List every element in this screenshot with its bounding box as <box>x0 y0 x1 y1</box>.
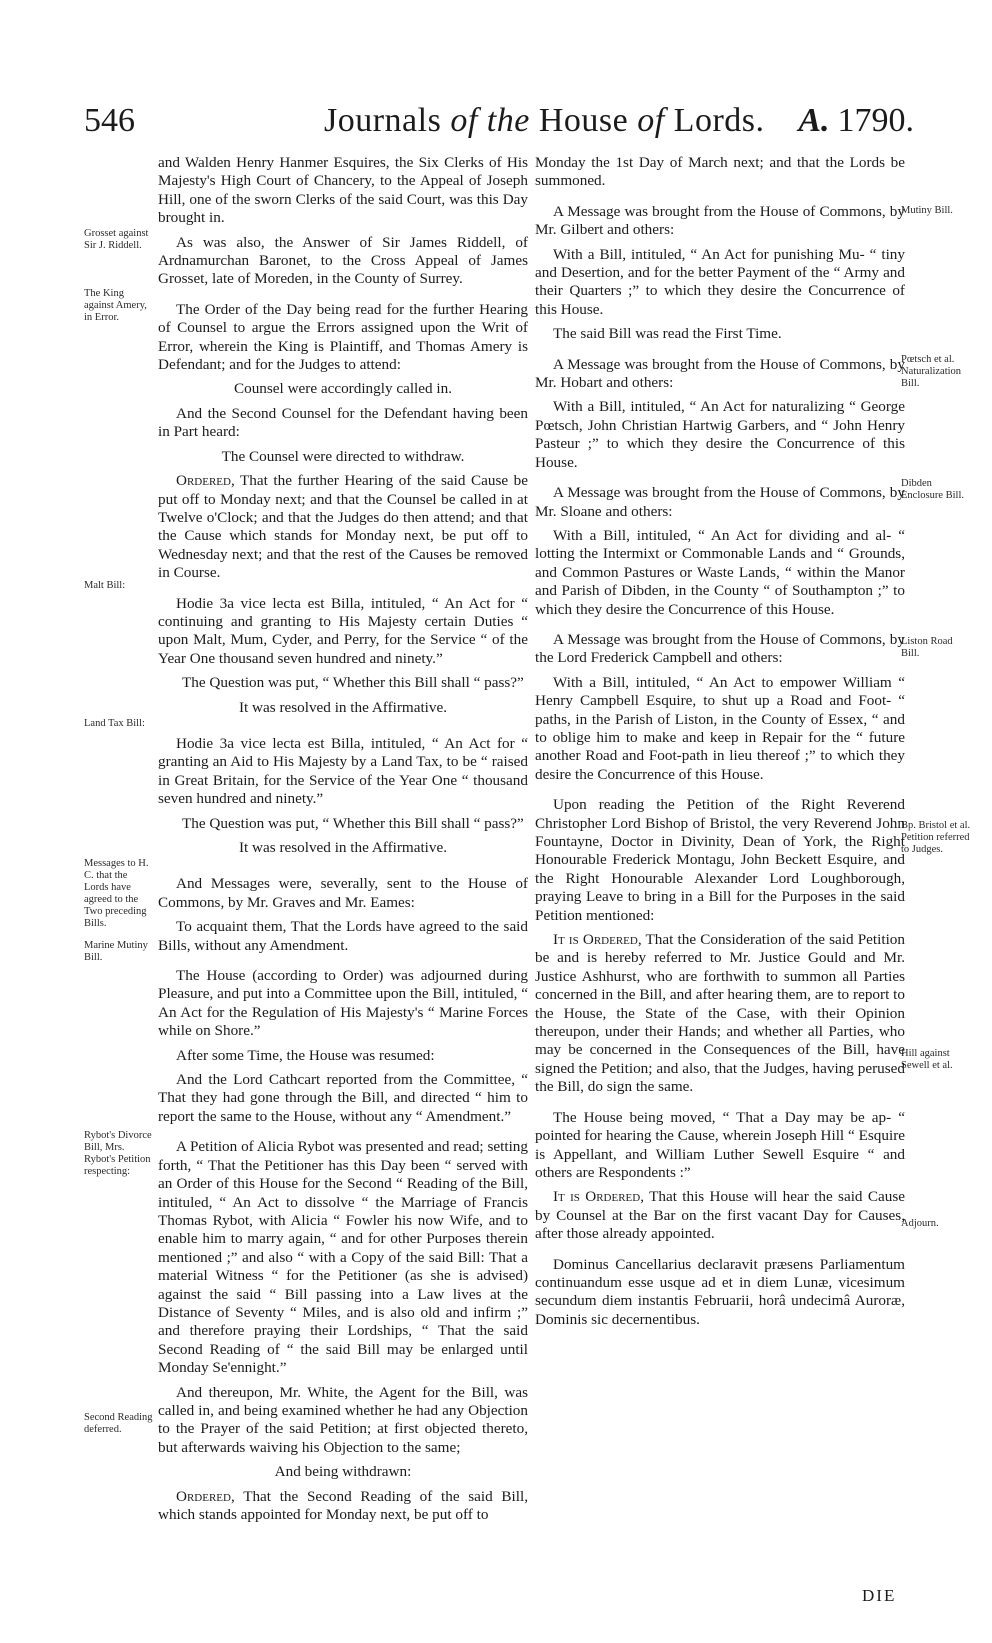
paragraph: With a Bill, intituled, “ An Act to empower William “ Henry Campbell Esquire, to shut up a Road and Foot- “ paths, in the Parish of Liston, in the County of Essex, “ and to oblige him to make and keep in Repair for the “ future another Road and Foot-path in lieu thereof ;” to which they desire the Concurrence of this House. <box>535 673 905 783</box>
paragraph: The House being moved, “ That a Day may be ap- “ pointed for hearing the Cause, wherein Joseph Hill “ Esquire is Appellant, and William Luther Sewell Esquire “ and others are Respondents :” <box>535 1108 905 1181</box>
paragraph-text: That the Consideration of the said Petition be and is hereby referred to Mr. Justice Gould and Mr. Justice Ashhurst, who are forthwith to summon all Parties concerned in the Bill, and after hearing them, are to report to the House, the State of the Case, with their Opinion thereupon, under their Hands; and whether all Parties, who may be concerned in the Consequences of the Bill, have signed the Petition; and also, that the Judges, having perused the Bill, do sign the same. <box>535 931 905 1096</box>
title-journals: Journals <box>324 102 442 139</box>
paragraph: The Question was put, “ Whether this Bill shall “ pass?” <box>182 674 524 692</box>
paragraph: With a Bill, intituled, “ An Act for dividing and al- “ lotting the Intermixt or Commonable Lands and “ Grounds, and Common Pastures or Waste Lands, “ within the Manor and Parish of Dibden, in the County “ of Southampton ;” to which they desire the Concurrence of this House. <box>535 526 905 618</box>
paragraph: And being withdrawn: <box>274 1463 412 1481</box>
paragraph: A Message was brought from the House of Commons, by Mr. Hobart and others: <box>535 355 905 392</box>
title-of-1: of <box>450 102 478 139</box>
ordered-paragraph <box>158 472 528 582</box>
paragraph: Hodie 3a vice lecta est Billa, intituled, “ An Act for “ granting an Aid to His Majesty by a Land Tax, to be “ raised in Great Britain, for the Service of the Year One “ thousand seven hundred and ninety.” <box>158 734 528 808</box>
paragraph: With a Bill, intituled, “ An Act for punishing Mu- “ tiny and Desertion, and for the better Payment of the “ Army and their Quarters ;” to which they desire the Concurrence of this House. <box>535 245 905 318</box>
paragraph: Monday the 1st Day of March next; and that the Lords be summoned. <box>535 154 905 190</box>
paragraph: And the Lord Cathcart reported from the Committee, “ That they had gone through the Bill, and directed “ him to report the same to the House, without any “ Amendment.” <box>158 1071 528 1125</box>
paragraph: With a Bill, intituled, “ An Act for naturalizing “ George Pœtsch, John Christian Hartwig Garbers, and “ John Henry Pasteur ;” to which they desire the Concurrence of this House. <box>535 398 905 471</box>
margin-note-adjourn: Adjourn. <box>901 1218 939 1229</box>
ordered-paragraph <box>158 1488 528 1525</box>
paragraph: The Order of the Day being read for the further Hearing of Counsel to argue the Errors assigned upon the Writ of Error, wherein the King is Plaintiff, and Thomas Amery is Defendant; and for the Judges to attend: <box>158 300 528 374</box>
catchword: DIE <box>862 1586 897 1605</box>
right-column <box>535 154 905 1335</box>
ordered-paragraph <box>535 1188 905 1243</box>
margin-note-dibden: Dibden Enclosure Bill. <box>901 478 964 501</box>
paragraph-text: That this House will hear the said Cause by Counsel at the Bar on the first vacant Day for Causes, after those already appointed. <box>535 1188 905 1243</box>
running-title <box>324 102 765 140</box>
paragraph: The said Bill was read the First Time. <box>553 325 782 343</box>
margin-note-malt-bill: Malt Bill: <box>84 580 126 591</box>
paragraph: and Walden Henry Hanmer Esquires, the Six Clerks of His Majesty's High Court of Chancery, to the Appeal of Joseph Hill, one of the sworn Clerks of the said Court, was this Day brought in. <box>158 154 528 227</box>
resolution: It was resolved in the Affirmative. <box>238 698 448 716</box>
paragraph: And thereupon, Mr. White, the Agent for the Bill, was called in, and being examined whether he had any Objection to the Prayer of the said Petition; at first objected thereto, but afterwards waiving his Objection to the same; <box>158 1383 528 1456</box>
paragraph: A Message was brought from the House of Commons, by the Lord Frederick Campbell and others: <box>535 630 905 667</box>
margin-note-rybot: Rybot's Divorce Bill, Mrs. Rybot's Petition respecting: <box>84 1130 152 1177</box>
paragraph-text: That the further Hearing of the said Cause be put off to Monday next; and that the Counsel be called in at Twelve o'Clock; and that the Judges do then attend; and that the Cause which stands for Monday next, be put off to Wednesday next; and that the rest of the Causes be removed in Course. <box>158 472 528 582</box>
margin-note-messages: Messages to H. C. that the Lords have agreed to the Two preceding Bills. <box>84 858 149 929</box>
year-number: 1790. <box>837 102 914 139</box>
paragraph: The Question was put, “ Whether this Bill shall “ pass?” <box>182 814 524 832</box>
margin-note-liston: Liston Road Bill. <box>901 636 953 659</box>
paragraph: As was also, the Answer of Sir James Riddell, of Ardnamurchan Baronet, to the Cross Appeal of James Grosset, late of Moreden, in the County of Surrey. <box>158 233 528 288</box>
margin-note-land-tax: Land Tax Bill: <box>84 718 145 729</box>
paragraph: And the Second Counsel for the Defendant having been in Part heard: <box>158 404 528 441</box>
ordered-label: It is Ordered, <box>553 931 642 949</box>
paragraph: Dominus Cancellarius declaravit præsens Parliamentum continuandum esse usque ad et in diem Lunæ, vicesimum secundum diem instantis Februarii, horâ undecimâ Auroræ, Dominis sic decernentibus. <box>535 1255 905 1328</box>
margin-note-mutiny: Mutiny Bill. <box>901 205 953 216</box>
title-house: House <box>538 102 629 139</box>
margin-note-second-reading: Second Reading deferred. <box>84 1412 153 1435</box>
margin-note-king-amery: The King against Amery, in Error. <box>84 288 147 323</box>
paragraph: A Message was brought from the House of Commons, by Mr. Sloane and others: <box>535 484 905 520</box>
paragraph: And Messages were, severally, sent to the House of Commons, by Mr. Graves and Mr. Eames: <box>158 875 528 911</box>
year-label <box>798 102 914 140</box>
title-the: the <box>486 102 530 139</box>
margin-note-bristol: Bp. Bristol et al. Petition referred to Judges. <box>901 820 971 855</box>
paragraph: Hodie 3a vice lecta est Billa, intituled, “ An Act for “ continuing and granting to His Majesty certain Duties “ upon Malt, Mum, Cyder, and Perry, for the Service “ of the Year One thousand seven hundred and ninety.” <box>158 594 528 667</box>
title-lords: Lords. <box>673 102 765 139</box>
paragraph: The House (according to Order) was adjourned during Pleasure, and put into a Committee upon the Bill, intituled, “ An Act for the Regulation of His Majesty's “ Marine Forces while on Shore.” <box>158 967 528 1040</box>
title-of-2: of <box>637 102 665 139</box>
paragraph: A Petition of Alicia Rybot was presented and read; setting forth, “ That the Petitioner has this Day been “ served with an Order of this House for the Second “ Reading of the Bill, intituled, “ An Act to dissolve “ the Marriage of Francis Thomas Rybot, with Alicia “ Fowler his now Wife, and to enable him to marry again, “ and for other Purposes therein mentioned ;” and also “ with a Copy of the said Bill: That a material Witness “ for the Petitioner (as she is advised) against the said “ Bill passing into a Law lives at the Distance of Seventy “ Miles, and is also old and infirm ;” and therefore praying their Lordships, “ That the said Second Reading of “ the said Bill may be enlarged until Monday Se'ennight.” <box>158 1138 528 1377</box>
paragraph: After some Time, the House was resumed: <box>176 1046 435 1064</box>
left-column <box>158 154 528 1530</box>
page-header <box>84 98 914 148</box>
ordered-label: Ordered, <box>176 472 235 490</box>
margin-note-marine-mutiny: Marine Mutiny Bill. <box>84 940 148 963</box>
page-number: 546 <box>84 102 135 139</box>
paragraph: To acquaint them, That the Lords have agreed to the said Bills, without any Amendment. <box>158 918 528 954</box>
margin-note-poetsch: Pœtsch et al. Naturalization Bill. <box>901 354 962 389</box>
ordered-label: It is Ordered, <box>553 1188 645 1206</box>
year-letter: A. <box>798 102 830 139</box>
paragraph: A Message was brought from the House of Commons, by Mr. Gilbert and others: <box>535 202 905 239</box>
margin-note-hill-sewell: Hill against Sewell et al. <box>901 1048 953 1071</box>
margin-note-grosset: Grosset against Sir J. Riddell. <box>84 228 149 251</box>
paragraph-text: That the Second Reading of the said Bill, which stands appointed for Monday next, be put off to <box>158 1487 528 1523</box>
paragraph: Upon reading the Petition of the Right Reverend Christopher Lord Bishop of Bristol, the very Reverend John Fountayne, Doctor in Divinity, Dean of York, the Right Honourable Frederick Montagu, John Beckett Esquire, and the Right Honourable Alexander Lord Loughborough, praying Leave to bring in a Bill for the Purposes in the said Petition mentioned: <box>535 796 905 924</box>
paragraph: Counsel were accordingly called in. <box>233 380 453 398</box>
paragraph: The Counsel were directed to withdraw. <box>221 447 465 465</box>
resolution: It was resolved in the Affirmative. <box>238 839 448 856</box>
ordered-label: Ordered, <box>176 1487 235 1505</box>
ordered-paragraph <box>535 931 905 1097</box>
